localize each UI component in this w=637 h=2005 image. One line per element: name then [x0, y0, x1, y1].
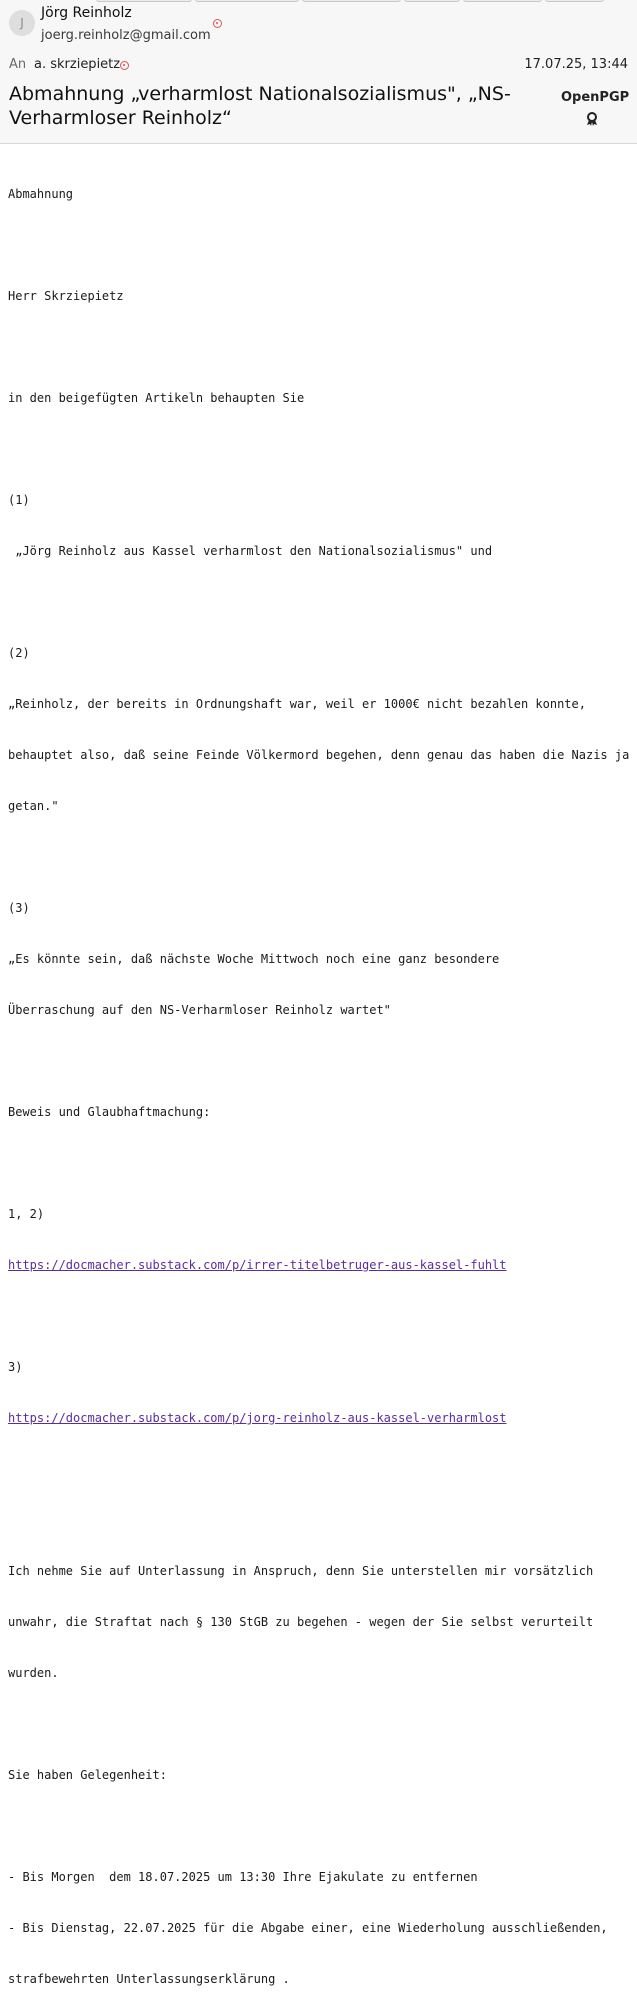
toolbar-button[interactable]: [96, 0, 192, 2]
sender-email[interactable]: joerg.reinholz@gmail.com: [41, 28, 211, 43]
recipient-label: An: [9, 57, 27, 72]
body-line: [8, 1053, 633, 1070]
recipient-name[interactable]: a. skrziepietz: [34, 57, 121, 72]
body-line: (2): [8, 646, 30, 660]
message-body: [8, 152, 633, 2005]
body-line: (1): [8, 493, 30, 507]
body-line: „Reinholz, der bereits in Ordnungshaft war, weil er 1000€ nicht bezahlen konnte,: [8, 697, 586, 711]
avatar-initial: J: [20, 16, 24, 30]
body-line: (3): [8, 901, 30, 915]
body-line: [8, 237, 633, 254]
body-line: wurden.: [8, 1666, 59, 1680]
toolbar-button[interactable]: [404, 0, 460, 2]
avatar[interactable]: [9, 10, 35, 36]
body-line: „Jörg Reinholz aus Kassel verharmlost den Nationalsozialismus" und: [8, 544, 493, 558]
body-line: [8, 849, 633, 866]
toolbar-button[interactable]: [545, 0, 604, 2]
body-line: [8, 441, 633, 458]
openpgp-label[interactable]: OpenPGP: [561, 90, 630, 105]
message-subject: Abmahnung „verharmlost Nationalsozialismus", „NS-Verharmloser Reinholz“: [9, 83, 511, 129]
message-date: 17.07.25, 13:44: [524, 57, 628, 72]
body-line: [8, 1512, 633, 1529]
body-line: Überraschung auf den NS-Verharmloser Reinholz wartet": [8, 1003, 391, 1017]
body-line: [8, 594, 633, 611]
warning-icon[interactable]: [120, 61, 129, 70]
body-line: [8, 1716, 633, 1733]
body-line: Abmahnung: [8, 187, 74, 201]
sender-name[interactable]: Jörg Reinholz: [41, 5, 132, 21]
body-line: behauptet also, daß seine Feinde Völkermord begehen, denn genau das haben die Nazis ja: [8, 748, 630, 762]
toolbar-button[interactable]: [302, 0, 401, 2]
body-line: [8, 339, 633, 356]
body-line: [8, 1155, 633, 1172]
warning-icon[interactable]: [213, 19, 222, 28]
body-line: unwahr, die Straftat nach § 130 StGB zu begehen - wegen der Sie selbst verurteilt: [8, 1615, 594, 1629]
article-link-2[interactable]: https://docmacher.substack.com/p/jorg-reinholz-aus-kassel-verharmlost: [8, 1411, 507, 1425]
body-line: in den beigefügten Artikeln behaupten Sie: [8, 391, 305, 405]
toolbar-strip: [0, 0, 637, 2]
body-line: - Bis Morgen dem 18.07.2025 um 13:30 Ihre Ejakulate zu entfernen: [8, 1870, 478, 1884]
article-link-1[interactable]: https://docmacher.substack.com/p/irrer-titelbetruger-aus-kassel-fuhlt: [8, 1258, 507, 1272]
body-line: [8, 1461, 633, 1478]
body-line: Beweis und Glaubhaftmachung:: [8, 1105, 211, 1119]
certificate-icon[interactable]: [584, 111, 600, 127]
body-line: „Es könnte sein, daß nächste Woche Mittwoch noch eine ganz besondere: [8, 952, 500, 966]
body-line: [8, 1308, 633, 1325]
body-line: 1, 2): [8, 1207, 45, 1221]
body-line: - Bis Dienstag, 22.07.2025 für die Abgabe einer, eine Wiederholung ausschließenden,: [8, 1921, 608, 1935]
body-line: Herr Skrziepietz: [8, 289, 124, 303]
body-line: strafbewehrten Unterlassungserklärung .: [8, 1972, 290, 1986]
message-header: [0, 0, 637, 144]
toolbar-button[interactable]: [195, 0, 299, 2]
toolbar-button[interactable]: [463, 0, 542, 2]
body-line: [8, 1818, 633, 1835]
body-line: 3): [8, 1360, 23, 1374]
body-line: Sie haben Gelegenheit:: [8, 1768, 167, 1782]
body-line: Ich nehme Sie auf Unterlassung in Anspruch, denn Sie unterstellen mir vorsätzlich: [8, 1564, 594, 1578]
body-line: getan.": [8, 799, 59, 813]
